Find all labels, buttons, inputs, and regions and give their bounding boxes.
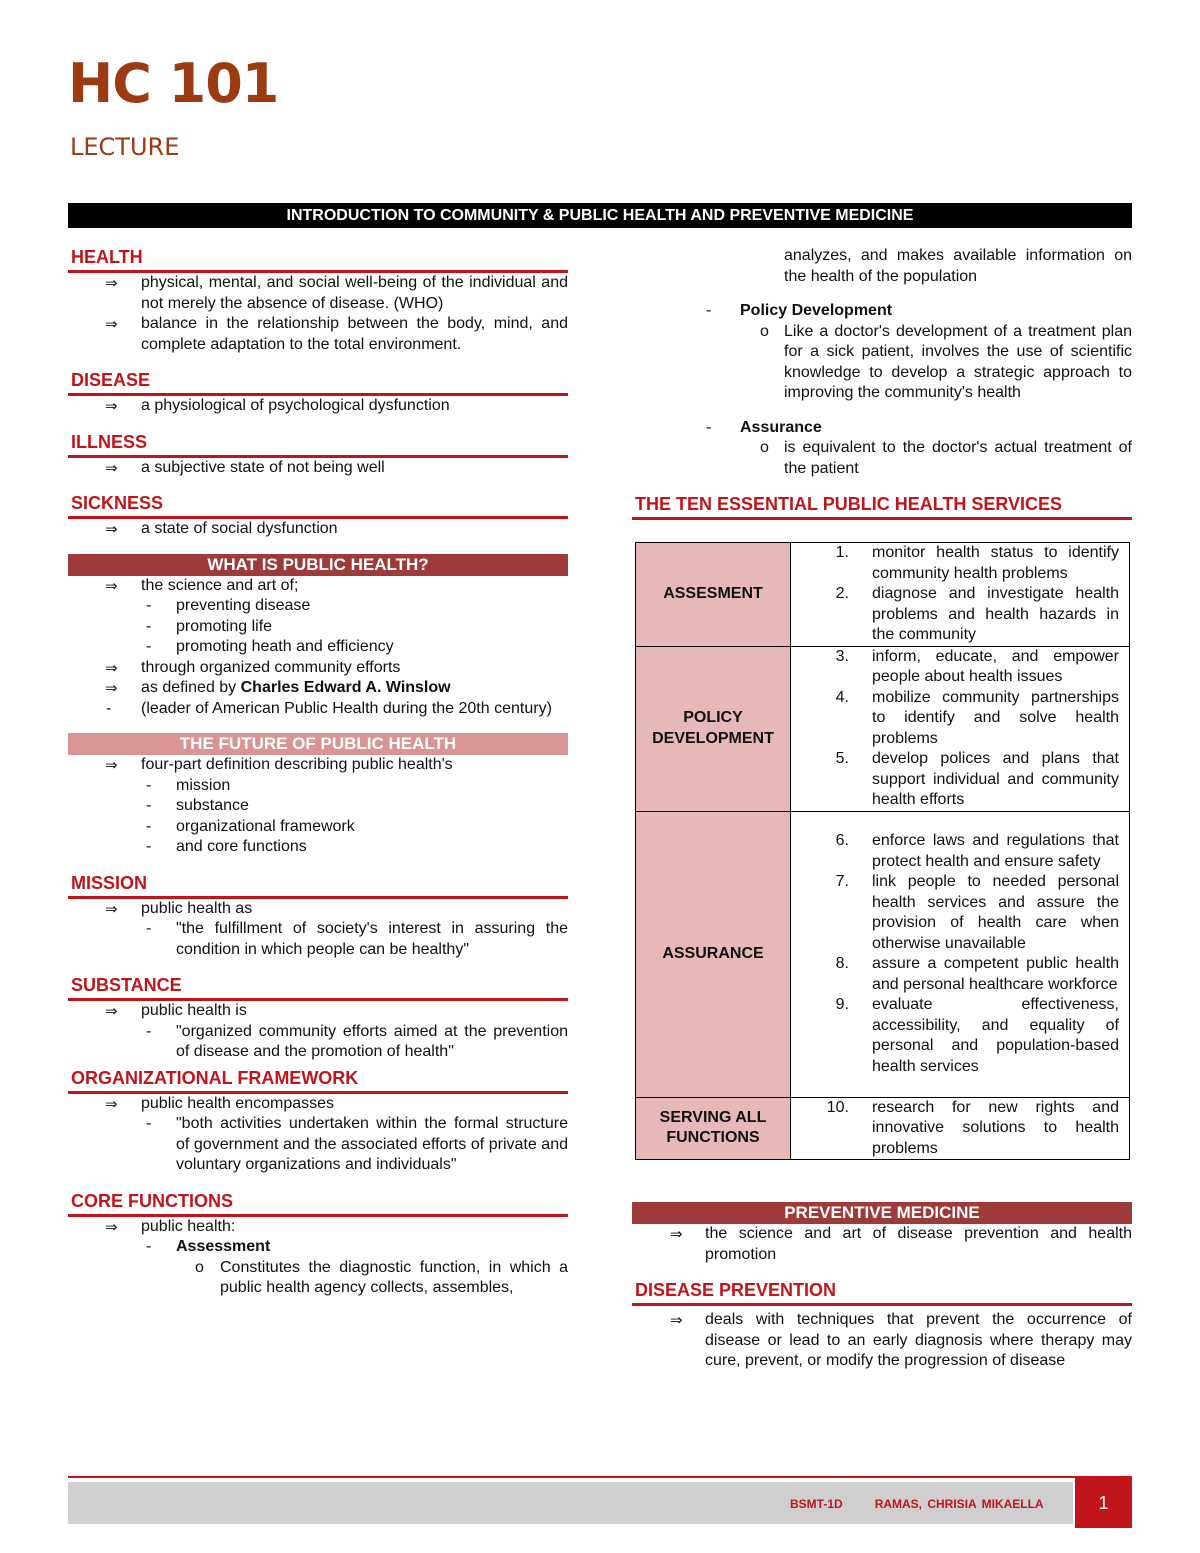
service-item: 2. diagnose and investigate health problems and health hazards in the community <box>835 585 1119 643</box>
service-item: 5. develop polices and plans that support individual and community health efforts <box>835 750 1119 808</box>
arrow-icon: ⇒ <box>105 274 118 292</box>
list-item: - Assessment <box>146 1238 271 1255</box>
section-preventive-medicine-heading: PREVENTIVE MEDICINE <box>632 1202 1132 1224</box>
service-item: 9. evaluate effectiveness, accessibility, and equality of personal and population-based health services <box>835 996 1119 1075</box>
table-row <box>636 543 1130 647</box>
table-category-cell: ASSESMENT <box>636 543 791 647</box>
bullet-o-icon: o <box>760 322 769 340</box>
list-item: - mission <box>146 776 231 794</box>
section-mission-heading: MISSION <box>68 872 568 899</box>
arrow-icon: ⇒ <box>105 1094 118 1113</box>
list-item: - organizational framework <box>146 817 355 835</box>
arrow-icon: ⇒ <box>105 899 118 918</box>
arrow-icon: ⇒ <box>105 397 118 415</box>
arrow-icon: ⇒ <box>105 576 118 595</box>
arrow-icon: ⇒ <box>105 756 118 774</box>
section-public-health-heading: WHAT IS PUBLIC HEALTH? <box>68 554 568 576</box>
list-item: - (leader of American Public Health during the 20th century) <box>106 699 552 717</box>
list-item: - and core functions <box>146 838 307 855</box>
ten-services-table <box>635 542 1130 1160</box>
service-item: 10. research for new rights and innovative solutions to health problems <box>826 1098 1119 1157</box>
table-category-cell: SERVING ALL FUNCTIONS <box>636 1097 791 1160</box>
course-title: HC 101 <box>68 52 279 115</box>
section-framework-heading: ORGANIZATIONAL FRAMEWORK <box>68 1067 568 1094</box>
table-row <box>636 1097 1130 1160</box>
list-item: - promoting life <box>146 617 273 635</box>
arrow-icon: ⇒ <box>105 1217 118 1236</box>
service-item: 3. inform, educate, and empower people about health issues <box>835 647 1119 685</box>
list-item: ⇒ public health: <box>105 1217 236 1236</box>
service-item: 1. monitor health status to identify community health problems <box>835 544 1119 582</box>
footer-divider <box>68 1476 1132 1478</box>
section-sickness-heading: SICKNESS <box>68 492 568 519</box>
list-item: ⇒ the science and art of disease prevention and health promotion <box>670 1225 1132 1263</box>
assessment-continued: analyzes, and makes available information on the health of the population <box>784 247 1132 285</box>
list-item: ⇒ physical, mental, and social well-being of the individual and not merely the absence of disease. (WHO) <box>105 274 568 312</box>
left-column <box>68 246 568 1299</box>
list-item: ⇒ a state of social dysfunction <box>105 520 338 538</box>
section-health-heading: HEALTH <box>68 246 568 273</box>
list-item: - promoting heath and efficiency <box>146 638 394 655</box>
arrow-icon: ⇒ <box>670 1311 683 1329</box>
list-item: ⇒ public health is <box>105 1002 247 1020</box>
service-item: 8. assure a competent public health and personal healthcare workforce <box>835 955 1119 993</box>
table-category-cell: POLICY DEVELOPMENT <box>636 646 791 811</box>
arrow-icon: ⇒ <box>105 658 118 677</box>
list-item: ⇒ the science and art of; <box>105 576 299 595</box>
winslow-name: Charles Edward A. Winslow <box>240 679 451 696</box>
list-item: ⇒ deals with techniques that prevent the occurrence of disease or lead to an early diagnosis where therapy may cure, prevent, or modify the progression of disease <box>670 1311 1132 1369</box>
table-row <box>636 811 1130 1097</box>
list-item: o Like a doctor's development of a treatment plan for a sick patient, involves the use of scientific knowledge to develop a strategic approach to improving the community's health <box>760 322 1132 401</box>
list-item: o Constitutes the diagnostic function, in which a public health agency collects, assembles, <box>195 1258 568 1296</box>
arrow-icon: ⇒ <box>105 458 118 477</box>
bullet-o-icon: o <box>760 439 769 456</box>
list-item: - "the fulfillment of society's interest in assuring the condition in which people can be healthy" <box>146 920 568 958</box>
list-item: - preventing disease <box>146 597 311 614</box>
table-category-cell: ASSURANCE <box>636 811 791 1097</box>
list-item: - substance <box>146 797 249 814</box>
document-banner: INTRODUCTION TO COMMUNITY & PUBLIC HEALTH AND PREVENTIVE MEDICINE <box>68 203 1132 228</box>
footer-author: RAMAS, CHRISIA MIKAELLA <box>874 1497 1044 1511</box>
service-item: 4. mobilize community partnerships to identify and solve health problems <box>835 688 1119 747</box>
list-item: ⇒ public health encompasses <box>105 1094 335 1113</box>
course-subtitle: LECTURE <box>70 133 180 161</box>
table-row <box>636 646 1130 811</box>
list-item: - Assurance <box>706 418 822 436</box>
list-item: ⇒ a subjective state of not being well <box>105 458 385 477</box>
service-item: 6. enforce laws and regulations that protect health and ensure safety <box>835 832 1119 870</box>
section-ten-services-heading: THE TEN ESSENTIAL PUBLIC HEALTH SERVICES <box>632 493 1132 520</box>
arrow-icon: ⇒ <box>105 520 118 538</box>
section-core-functions-heading: CORE FUNCTIONS <box>68 1190 568 1217</box>
list-item: ⇒ a physiological of psychological dysfunction <box>105 397 450 415</box>
bullet-o-icon: o <box>195 1258 204 1276</box>
arrow-icon: ⇒ <box>670 1225 683 1243</box>
list-item: - "both activities undertaken within the formal structure of government and the associated efforts of private and voluntary organizations and individuals" <box>146 1115 568 1173</box>
right-column <box>632 246 1132 1372</box>
section-disease-heading: DISEASE <box>68 369 568 396</box>
list-item: ⇒ through organized community efforts <box>105 658 401 677</box>
list-item: - "organized community efforts aimed at the prevention of disease and the promotion of health" <box>146 1022 568 1060</box>
list-item: ⇒ balance in the relationship between the body, mind, and complete adaptation to the total environment. <box>105 315 568 353</box>
page-number: 1 <box>1075 1478 1132 1528</box>
arrow-icon: ⇒ <box>105 679 118 697</box>
list-item: ⇒ four-part definition describing public health's <box>105 756 453 774</box>
arrow-icon: ⇒ <box>105 1002 118 1020</box>
list-item: o is equivalent to the doctor's actual treatment of the patient <box>760 439 1132 477</box>
section-disease-prevention-heading: DISEASE PREVENTION <box>632 1279 1132 1306</box>
section-future-heading: THE FUTURE OF PUBLIC HEALTH <box>68 733 568 755</box>
section-substance-heading: SUBSTANCE <box>68 974 568 1001</box>
arrow-icon: ⇒ <box>105 315 118 333</box>
footer-info <box>790 1496 1044 1512</box>
list-item: ⇒ public health as <box>105 899 253 918</box>
section-illness-heading: ILLNESS <box>68 431 568 458</box>
footer-section: BSMT-1D <box>790 1497 843 1511</box>
list-item: ⇒ as defined by Charles Edward A. Winslow <box>105 679 451 697</box>
service-item: 7. link people to needed personal health services and assure the provision of health care when otherwise unavailable <box>835 873 1119 952</box>
list-item: - Policy Development <box>706 302 893 319</box>
